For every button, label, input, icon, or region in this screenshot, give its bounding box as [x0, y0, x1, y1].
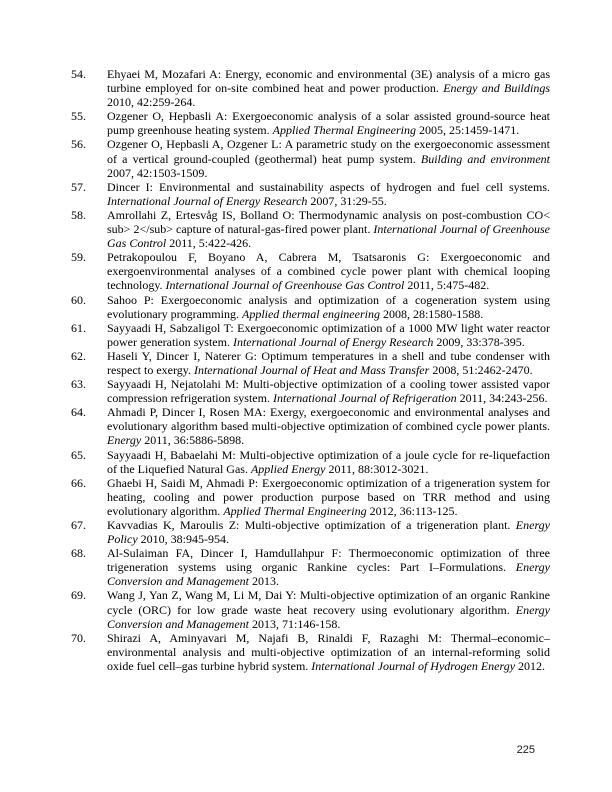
reference-text: Ehyaei M, Mozafari A: Energy, economic and environmental (3E) analysis of a micro gas turbine employed for on-site combined heat and power production. Energy and Buildings 2010, 42:259-264. — [107, 67, 550, 110]
reference-text: Ahmadi P, Dincer I, Rosen MA: Exergy, exergoeconomic and environmental analyses and evolutionary algorithm based multi-objective optimization of combined cycle power plants. Energy 2011, 36:5886-5898. — [107, 405, 550, 448]
reference-item — [71, 588, 550, 630]
reference-text: Ozgener O, Hepbasli A: Exergoeconomic analysis of a solar assisted ground-source heat pump greenhouse heating system. Applied Thermal Engineering 2005, 25:1459-1471. — [107, 109, 550, 138]
reference-number: 62. — [71, 348, 86, 363]
reference-number: 54. — [71, 67, 86, 81]
reference-number: 60. — [71, 292, 86, 307]
reference-number: 65. — [71, 447, 86, 462]
page-number: 225 — [516, 744, 535, 756]
reference-number: 67. — [71, 518, 86, 532]
reference-text: Dincer I: Environmental and sustainability aspects of hydrogen and fuel cell systems. International Journal of Energy Research 2007, 31:29-55. — [107, 179, 550, 208]
reference-item — [71, 476, 550, 518]
reference-number: 57. — [71, 179, 86, 194]
reference-list — [71, 67, 550, 673]
reference-number: 56. — [71, 137, 86, 152]
reference-text: Sayyaadi H, Nejatolahi M: Multi-objective optimization of a cooling tower assisted vapor compression refrigeration system. International Journal of Refrigeration 2011, 34:243-256. — [107, 377, 550, 406]
reference-item — [71, 109, 550, 137]
reference-number: 61. — [71, 320, 86, 335]
reference-number: 64. — [71, 405, 86, 420]
reference-number: 55. — [71, 109, 86, 124]
reference-item — [71, 250, 550, 292]
reference-item — [71, 180, 550, 208]
reference-item — [71, 448, 550, 476]
reference-item — [71, 67, 550, 109]
reference-item — [71, 293, 550, 321]
reference-text: Kavvadias K, Maroulis Z: Multi-objective optimization of a trigeneration plant. Energy Policy 2010, 38:945-954. — [107, 518, 550, 547]
reference-item — [71, 518, 550, 546]
reference-text: Wang J, Yan Z, Wang M, Li M, Dai Y: Multi-objective optimization of an organic Rankine cycle (ORC) for low grade waste heat recovery using evolutionary algorithm. Energy Conversion and Management 2013, 71:146-158. — [107, 588, 550, 631]
reference-text: Haseli Y, Dincer I, Naterer G: Optimum temperatures in a shell and tube condenser with respect to exergy. International Journal of Heat and Mass Transfer 2008, 51:2462-2470. — [107, 348, 550, 377]
reference-number: 58. — [71, 207, 86, 222]
reference-number: 59. — [71, 250, 86, 265]
reference-number: 69. — [71, 588, 86, 603]
reference-text: Amrollahi Z, Ertesvåg IS, Bolland O: Thermodynamic analysis on post-combustion CO< sub> 2</sub> capture of natural-gas-fired power plant. International Journal of Greenhouse Gas Control 2011, 5:422-426. — [107, 207, 550, 251]
reference-item — [71, 321, 550, 349]
reference-item — [71, 349, 550, 377]
reference-number: 68. — [71, 546, 86, 561]
reference-text: Ghaebi H, Saidi M, Ahmadi P: Exergoeconomic optimization of a trigeneration system for heating, cooling and power production purpose based on TRR method and using evolutionary algorithm. Applied Thermal Engineering 2012, 36:113-125. — [107, 475, 550, 518]
reference-item — [71, 208, 550, 250]
reference-number: 66. — [71, 475, 86, 490]
reference-item — [71, 137, 550, 179]
reference-text: Sayyaadi H, Sabzaligol T: Exergoeconomic optimization of a 1000 MW light water reactor power generation system. International Journal of Energy Research 2009, 33:378-395. — [107, 320, 550, 349]
reference-text: Al-Sulaiman FA, Dincer I, Hamdullahpur F: Thermoeconomic optimization of three trigeneration systems using organic Rankine cycles: Part I–Formulations. Energy Conversion and Management 2013. — [107, 546, 550, 589]
reference-item — [71, 405, 550, 447]
reference-text: Sahoo P: Exergoeconomic analysis and optimization of a cogeneration system using evolutionary programming. Applied thermal engineering 2008, 28:1580-1588. — [107, 292, 550, 321]
reference-item — [71, 631, 550, 673]
reference-item — [71, 377, 550, 405]
reference-number: 63. — [71, 377, 86, 392]
reference-text: Sayyaadi H, Babaelahi M: Multi-objective optimization of a joule cycle for re-liquefaction of the Liquefied Natural Gas. Applied Energy 2011, 88:3012-3021. — [107, 447, 550, 476]
reference-text: Petrakopoulou F, Boyano A, Cabrera M, Tsatsaronis G: Exergoeconomic and exergoenvironmental analyses of a combined cycle power plant with chemical looping technology. International Journal of Greenhouse Gas Control 2011, 5:475-482. — [107, 250, 550, 293]
reference-text: Shirazi A, Aminyavari M, Najafi B, Rinaldi F, Razaghi M: Thermal–economic–environmental analysis and multi-objective optimization of an internal-reforming solid oxide fuel cell–gas turbine hybrid system. International Journal of Hydrogen Energy 2012. — [107, 630, 550, 673]
reference-item — [71, 546, 550, 588]
reference-text: Ozgener O, Hepbasli A, Ozgener L: A parametric study on the exergoeconomic assessment of a vertical ground-coupled (geothermal) heat pump system. Building and environment 2007, 42:1503-1509. — [107, 137, 551, 180]
reference-number: 70. — [71, 630, 86, 645]
